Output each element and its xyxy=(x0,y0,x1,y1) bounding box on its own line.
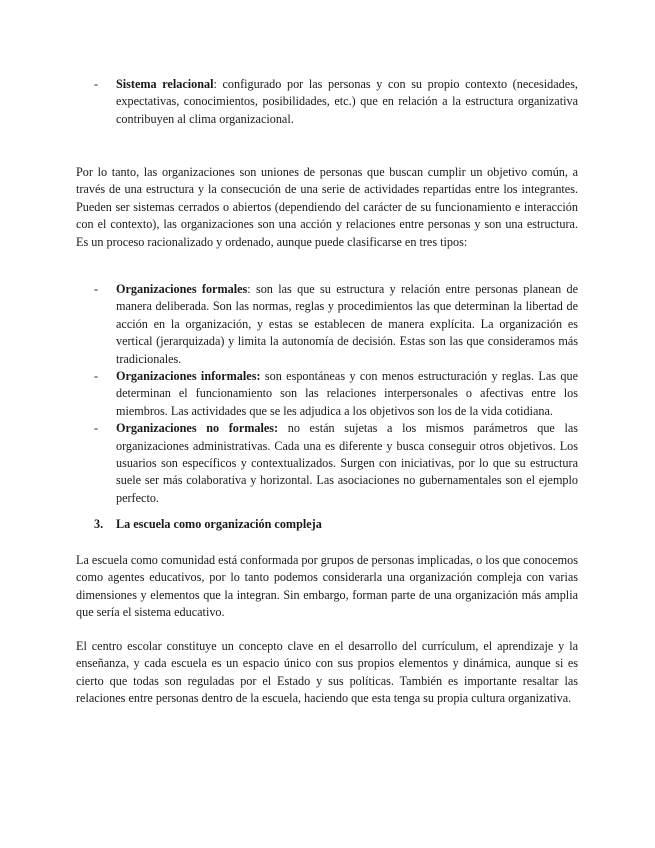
paragraph-organizaciones: Por lo tanto, las organizaciones son uniones de personas que buscan cumplir un objetivo común, a través de una estructura y la consecución de una serie de actividades repartidas entre los integrantes. Pueden ser sistemas cerrados o abiertos (dependiendo del carácter de su funcionamiento e interacción con el contexto), las organizaciones son una acción y relaciones entre personas y son una estructura. Es un proceso racionalizado y ordenado, aunque puede clasificarse en tres tipos: xyxy=(76,165,578,249)
paragraph-centro-escolar: El centro escolar constituye un concepto clave en el desarrollo del currículum, el aprendizaje y la enseñanza, y cada escuela es un espacio único con sus propios elementos y dinámica, aunque si es cierto que todas son reguladas por el Estado y sus políticas. También es importante resaltar las relaciones entre personas dentro de la escuela, haciendo que esta tenga su propia cultura organizativa. xyxy=(76,639,578,706)
bullet-title: Organizaciones formales xyxy=(116,282,248,296)
bullet-title: Sistema relacional xyxy=(116,77,214,91)
section-number: 3. xyxy=(94,517,104,531)
paragraph-escuela-comunidad: La escuela como comunidad está conformada por grupos de personas implicadas, o los que conocemos como agentes educativos, por lo tanto podemos considerarla una organización compleja con varias dimensiones y elementos que la integran. Sin embargo, forman parte de una organización más amplia que sería el sistema educativo. xyxy=(76,553,578,620)
bullet-title: Organizaciones no formales: xyxy=(116,421,279,436)
bullet-item-sistema-relacional xyxy=(94,76,578,128)
bullet-list-relational xyxy=(94,76,578,128)
bullet-text: : son las que su estructura y relación entre personas planean de manera deliberada. Son las normas, reglas y procedimientos las que determinan la libertad de acción en la organización, y estas se establecen de manera explícita. La organización es vertical (jerarquizada) y limita la autonomía de decisión. Estas son las que consideramos más tradicionales. xyxy=(116,282,578,366)
bullet-dash: - xyxy=(94,421,99,436)
bullet-text: son espontáneas y con menos estructuración y reglas. Las que determinan el funcionamiento son las relaciones interpersonales o afectivas entre los miembros. Las actividades que se les adjudica a los objetivos son los de la vida cotidiana. xyxy=(116,369,578,418)
bullet-dash: - xyxy=(94,369,99,384)
section-title: La escuela como organización compleja xyxy=(116,517,322,531)
bullet-list-types xyxy=(94,281,578,507)
bullet-dash: - xyxy=(94,77,99,91)
bullet-dash: - xyxy=(94,282,99,296)
bullet-item-informales xyxy=(94,368,578,420)
bullet-title: Organizaciones informales: xyxy=(116,369,261,384)
section-heading xyxy=(94,516,322,533)
bullet-item-no-formales xyxy=(94,420,578,507)
bullet-text: no están sujetas a los mismos parámetros que las organizaciones administrativas. Cada una es diferente y busca conseguir otros objetivos. Los usuarios son específicos y contextualizados. Surgen con iniciativas, por lo que su estructura suele ser más colaborativa y horizontal. Las asociaciones no gubernamentales son el ejemplo perfecto. xyxy=(116,421,579,505)
bullet-item-formales xyxy=(94,281,578,368)
bullet-text: : configurado por las personas y con su propio contexto (necesidades, expectativas, conocimientos, posibilidades, etc.) que en relación a la estructura organizativa contribuyen al clima organizacional. xyxy=(116,77,578,126)
